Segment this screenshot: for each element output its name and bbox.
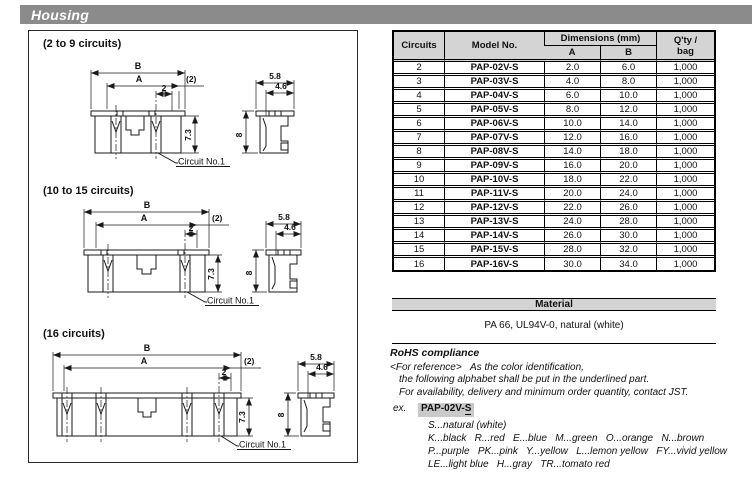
parts-table xyxy=(392,30,716,272)
cell-model: PAP-03V-S xyxy=(444,76,544,90)
cell-qty: 1,000 xyxy=(656,76,714,90)
qty-header-line1: Q'ty / xyxy=(673,34,698,46)
cell-dim-a: 14.0 xyxy=(544,146,600,160)
table-row xyxy=(394,258,714,270)
cell-circuits: 11 xyxy=(394,188,444,202)
cell-dim-a: 22.0 xyxy=(544,202,600,216)
cell-model: PAP-04V-S xyxy=(444,90,544,104)
table-row xyxy=(394,90,714,104)
table-row xyxy=(394,118,714,132)
cell-circuits: 3 xyxy=(394,76,444,90)
circuit-no1-label: Circuit No.1 xyxy=(239,439,287,450)
cell-qty: 1,000 xyxy=(656,132,714,146)
cell-qty: 1,000 xyxy=(656,104,714,118)
dim-2-label: 2 xyxy=(161,83,167,93)
cell-dim-b: 12.0 xyxy=(600,104,656,118)
drawing-label-10to15: (10 to 15 circuits) xyxy=(43,185,134,197)
reference-label: <For reference> xyxy=(390,361,462,373)
dim-8-label: 8 xyxy=(244,270,254,276)
cell-dim-a: 8.0 xyxy=(544,104,600,118)
table-row xyxy=(394,146,714,160)
cell-qty: 1,000 xyxy=(656,230,714,244)
cell-dim-a: 20.0 xyxy=(544,188,600,202)
material-header: Material xyxy=(392,298,716,311)
page-title: Housing xyxy=(31,6,90,23)
dim-58-label: 5.8 xyxy=(278,212,290,222)
material-section xyxy=(392,298,716,344)
dim-b-label: B xyxy=(134,61,142,71)
dim-a-label: A xyxy=(140,356,148,366)
cell-qty: 1,000 xyxy=(656,118,714,132)
cell-dim-a: 4.0 xyxy=(544,76,600,90)
cell-model: PAP-06V-S xyxy=(444,118,544,132)
cell-qty: 1,000 xyxy=(656,202,714,216)
cell-model: PAP-15V-S xyxy=(444,244,544,258)
cell-model: PAP-12V-S xyxy=(444,202,544,216)
drawing-16-side-view xyxy=(284,361,334,436)
table-row xyxy=(394,188,714,202)
drawing-16-front-view xyxy=(53,352,291,450)
cell-circuits: 16 xyxy=(394,258,444,270)
example-model-chip xyxy=(418,403,474,417)
cell-dim-b: 30.0 xyxy=(600,230,656,244)
cell-model: PAP-10V-S xyxy=(444,174,544,188)
col-header-circuits: Circuits xyxy=(394,32,444,62)
drawing-2to9-front-view xyxy=(91,70,230,167)
cell-dim-b: 14.0 xyxy=(600,118,656,132)
dim-2-label: 2 xyxy=(221,367,227,377)
cell-model: PAP-11V-S xyxy=(444,188,544,202)
cell-dim-a: 12.0 xyxy=(544,132,600,146)
reference-text: As the color identification, xyxy=(470,361,584,373)
cell-circuits: 8 xyxy=(394,146,444,160)
cell-dim-b: 24.0 xyxy=(600,188,656,202)
dim-2-label: 2 xyxy=(188,223,194,233)
connector-drawings xyxy=(29,31,359,464)
cell-dim-b: 26.0 xyxy=(600,202,656,216)
dim-58-label: 5.8 xyxy=(310,352,322,362)
color-code-line: P...purple PK...pink Y...yellow L...lemon yellow FY...vivid yellow xyxy=(428,445,728,457)
cell-model: PAP-13V-S xyxy=(444,216,544,230)
cell-model: PAP-16V-S xyxy=(444,258,544,270)
example-row xyxy=(390,403,730,417)
dim-a-label: A xyxy=(140,213,148,223)
cell-dim-b: 22.0 xyxy=(600,174,656,188)
dim-73-label: 7.3 xyxy=(237,411,247,423)
table-row xyxy=(394,174,714,188)
cell-model: PAP-05V-S xyxy=(444,104,544,118)
table-row xyxy=(394,132,714,146)
cell-qty: 1,000 xyxy=(656,62,714,76)
dim-73-label: 7.3 xyxy=(183,129,193,141)
cell-circuits: 10 xyxy=(394,174,444,188)
cell-model: PAP-07V-S xyxy=(444,132,544,146)
cell-model: PAP-14V-S xyxy=(444,230,544,244)
cell-dim-b: 10.0 xyxy=(600,90,656,104)
cell-circuits: 15 xyxy=(394,244,444,258)
cell-qty: 1,000 xyxy=(656,258,714,270)
cell-circuits: 12 xyxy=(394,202,444,216)
cell-qty: 1,000 xyxy=(656,244,714,258)
cell-dim-a: 26.0 xyxy=(544,230,600,244)
col-header-model: Model No. xyxy=(444,32,544,62)
cell-dim-a: 6.0 xyxy=(544,90,600,104)
cell-circuits: 4 xyxy=(394,90,444,104)
cell-dim-a: 2.0 xyxy=(544,62,600,76)
drawing-label-16: (16 circuits) xyxy=(43,328,105,340)
table-row xyxy=(394,160,714,174)
color-code-line: S...natural (white) xyxy=(428,419,507,431)
cell-dim-b: 34.0 xyxy=(600,258,656,270)
cell-dim-a: 10.0 xyxy=(544,118,600,132)
cell-qty: 1,000 xyxy=(656,146,714,160)
cell-circuits: 5 xyxy=(394,104,444,118)
rohs-section xyxy=(390,347,730,471)
example-model-prefix: PAP-02V- xyxy=(421,403,465,414)
cell-dim-a: 28.0 xyxy=(544,244,600,258)
dim-b-label: B xyxy=(143,200,151,210)
table-row xyxy=(394,216,714,230)
section-title-bar xyxy=(20,5,752,24)
table-row xyxy=(394,244,714,258)
cell-circuits: 14 xyxy=(394,230,444,244)
table-row xyxy=(394,62,714,76)
cell-circuits: 6 xyxy=(394,118,444,132)
cell-model: PAP-08V-S xyxy=(444,146,544,160)
cell-dim-b: 6.0 xyxy=(600,62,656,76)
col-header-b: B xyxy=(600,45,656,62)
dim-46-label: 4.6 xyxy=(284,222,296,232)
dim-46-label: 4.6 xyxy=(275,81,287,91)
cell-circuits: 13 xyxy=(394,216,444,230)
dim-58-label: 5.8 xyxy=(269,71,281,81)
dim-a-label: A xyxy=(135,74,143,84)
cell-qty: 1,000 xyxy=(656,216,714,230)
circuit-no1-label: Circuit No.1 xyxy=(178,156,226,167)
cell-dim-b: 28.0 xyxy=(600,216,656,230)
cell-dim-a: 18.0 xyxy=(544,174,600,188)
cell-dim-b: 20.0 xyxy=(600,160,656,174)
table-row xyxy=(394,230,714,244)
cell-dim-b: 18.0 xyxy=(600,146,656,160)
drawing-label-2to9: (2 to 9 circuits) xyxy=(43,38,122,50)
dim-8-label: 8 xyxy=(234,132,244,138)
cell-dim-b: 32.0 xyxy=(600,244,656,258)
table-row xyxy=(394,76,714,90)
cell-qty: 1,000 xyxy=(656,188,714,202)
dim-b-label: B xyxy=(143,343,151,353)
example-label: ex. xyxy=(393,403,407,414)
table-row xyxy=(394,104,714,118)
technical-drawings-panel xyxy=(28,30,358,463)
circuit-no1-label: Circuit No.1 xyxy=(207,295,255,306)
dim-8-label: 8 xyxy=(276,412,286,418)
dim-offset-label: (2) xyxy=(186,74,197,84)
cell-circuits: 7 xyxy=(394,132,444,146)
cell-qty: 1,000 xyxy=(656,90,714,104)
col-header-a: A xyxy=(544,45,600,62)
color-code-line: K...black R...red E...blue M...green O...orange N...brown xyxy=(428,432,705,444)
cell-model: PAP-02V-S xyxy=(444,62,544,76)
cell-qty: 1,000 xyxy=(656,174,714,188)
cell-dim-b: 8.0 xyxy=(600,76,656,90)
cell-dim-b: 16.0 xyxy=(600,132,656,146)
rohs-note-line2: the following alphabet shall be put in the underlined part. xyxy=(399,374,650,385)
example-model-suffix-underlined: S xyxy=(464,403,472,414)
rohs-title: RoHS compliance xyxy=(390,347,480,359)
cell-dim-a: 16.0 xyxy=(544,160,600,174)
cell-circuits: 9 xyxy=(394,160,444,174)
cell-model: PAP-09V-S xyxy=(444,160,544,174)
dim-73-label: 7.3 xyxy=(206,268,216,280)
qty-header-line2: bag xyxy=(677,45,694,57)
dim-offset-label: (2) xyxy=(212,213,223,223)
col-header-qty xyxy=(656,32,714,62)
drawing-10to15-front-view xyxy=(84,209,259,306)
material-value: PA 66, UL94V-0, natural (white) xyxy=(484,320,624,331)
cell-dim-a: 24.0 xyxy=(544,216,600,230)
col-header-dimensions: Dimensions (mm) xyxy=(544,32,656,45)
table-row xyxy=(394,202,714,216)
cell-circuits: 2 xyxy=(394,62,444,76)
dim-offset-label: (2) xyxy=(244,356,255,366)
cell-dim-a: 30.0 xyxy=(544,258,600,270)
rohs-note-line3: For availability, delivery and minimum order quantity, contact JST. xyxy=(399,386,689,398)
dim-46-label: 4.6 xyxy=(316,362,328,372)
cell-qty: 1,000 xyxy=(656,160,714,174)
reference-row xyxy=(390,362,730,375)
color-code-line: LE...light blue H...gray TR...tomato red xyxy=(428,458,610,470)
